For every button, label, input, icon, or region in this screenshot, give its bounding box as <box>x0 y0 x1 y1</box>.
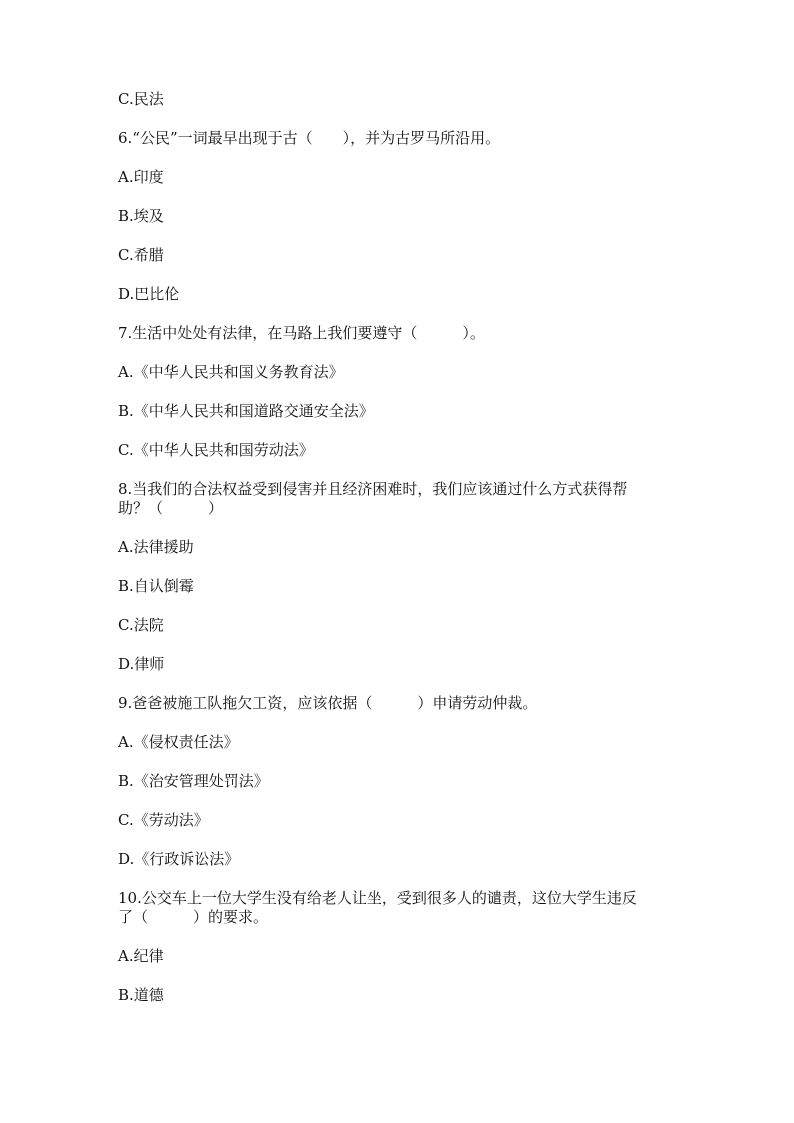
question-10-text-line1: 10.公交车上一位大学生没有给老人让坐，受到很多人的谴责，这位大学生违反 <box>118 889 637 907</box>
question-6-text: 6.“公民”一词最早出现于古（ ），并为古罗马所沿用。 <box>118 129 501 147</box>
question-8 <box>118 480 678 518</box>
option-7b: B.《中华人民共和国道路交通安全法》 <box>118 402 374 420</box>
option-6a: A.印度 <box>118 168 164 186</box>
option-7a: A.《中华人民共和国义务教育法》 <box>118 363 344 381</box>
option-9c: C.《劳动法》 <box>118 811 209 829</box>
question-7 <box>118 324 678 343</box>
option-8c: C.法院 <box>118 616 164 634</box>
option-10a: A.纪律 <box>118 947 164 965</box>
question-7-text: 7.生活中处处有法律，在马路上我们要遵守（ ）。 <box>118 324 485 342</box>
document-page <box>118 90 678 1005</box>
option-6d: D.巴比伦 <box>118 285 180 303</box>
option-6b: B.埃及 <box>118 207 164 225</box>
question-8-text-line1: 8.当我们的合法权益受到侵害并且经济困难时，我们应该通过什么方式获得帮 <box>118 480 628 498</box>
option-8a: A.法律援助 <box>118 538 194 556</box>
option-10b: B.道德 <box>118 986 164 1004</box>
option-6c: C.希腊 <box>118 246 164 264</box>
question-6 <box>118 129 678 148</box>
question-9-text: 9.爸爸被施工队拖欠工资，应该依据（ ）申请劳动仲裁。 <box>118 694 538 712</box>
question-10-text-line2: 了（ ）的要求。 <box>118 908 269 926</box>
option-5c: C.民法 <box>118 90 164 108</box>
option-9a: A.《侵权责任法》 <box>118 733 239 751</box>
question-9 <box>118 694 678 713</box>
option-7c: C.《中华人民共和国劳动法》 <box>118 441 314 459</box>
option-8b: B.自认倒霉 <box>118 577 194 595</box>
option-8d: D.律师 <box>118 655 165 673</box>
option-9d: D.《行政诉讼法》 <box>118 850 240 868</box>
question-10 <box>118 889 678 927</box>
option-9b: B.《治安管理处罚法》 <box>118 772 269 790</box>
question-8-text-line2: 助？（ ） <box>118 499 224 517</box>
